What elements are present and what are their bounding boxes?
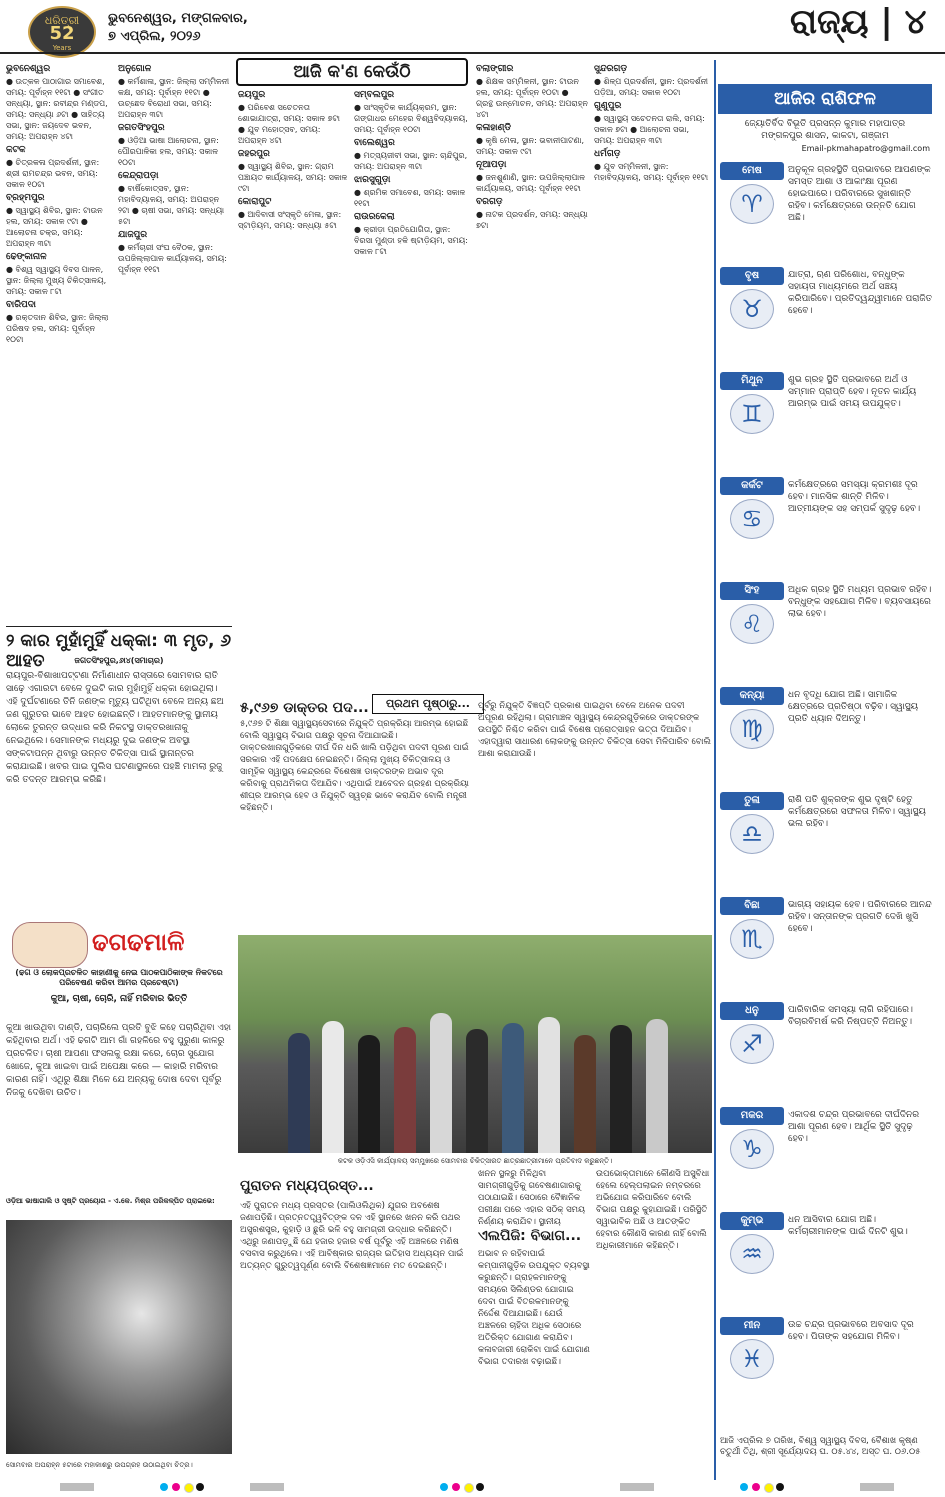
lpg-body-2: ଉପଭୋକ୍ତାମାନେ କୌଣସି ଅସୁବିଧା ହେଲେ ହେଲ୍ପଲାଇନ ନମ୍ବରରେ ଅଭିଯୋଗ କରିପାରିବେ ବୋଲି ବିଭାଗ ପକ୍ଷରୁ କୁହାଯାଇଛି। ପରିସ୍ଥିତି ସ୍ୱାଭାବିକ ଅଛି ଓ ଆତଙ୍କିତ ହେବାର କୌଣସି କାରଣ ନାହିଁ ବୋଲି ଅଧିକାରୀମାନେ କହିଛନ୍ତି।: [596, 1169, 710, 1251]
libra-icon: ♎: [730, 814, 774, 854]
events-column-4: [354, 88, 470, 688]
rashi-badge: ତୁଳା: [720, 792, 784, 810]
purana-headline: ପୁରାତନ ମଧ୍ୟପ୍ରସ୍ତ...: [240, 1178, 374, 1194]
event-block: ଗୁଣୁପୁର ● ସ୍ୱାସ୍ଥ୍ୟ ସଚେତନତା ରାଲି, ସମୟ: ସକାଳ ୭ଟା ● ଆଲୋଚନା ସଭା, ସମୟ: ଅପରାହ୍ନ ୩ଟା: [594, 101, 705, 145]
logo-years-label: Years: [52, 44, 72, 52]
event-block: ନୂଆପଡ଼ା ● ଜନଶୁଣାଣି, ସ୍ଥାନ: ଉପଜିଲ୍ଲାପାଳ କାର୍ଯ୍ୟାଳୟ, ସମୟ: ପୂର୍ବାହ୍ନ ୧୧ଟା: [476, 160, 586, 193]
continued-label: ପ୍ରଥମ ପୃଷ୍ଠାରୁ...: [372, 694, 484, 714]
top-rule: [0, 52, 945, 54]
lpg-headline: ଏଲପିଜି: ବିଭାଗ...: [478, 1228, 582, 1244]
scorpio-icon: ♏: [730, 919, 774, 959]
dateline-2: ୭ ଏପ୍ରିଲ, ୨୦୨୬: [108, 29, 201, 44]
astrologer-name: ଜ୍ୟୋତିର୍ବିଦ ବିଭୂତି ପ୍ରସନ୍ନ କୁମାର ମହାପାତ୍ର: [744, 119, 906, 129]
rashi-prediction: ଏକାଦଶ ଚନ୍ଦ୍ର ପ୍ରଭାବରେ ଦୀର୍ଘଦିନର ଆଶା ପୂରଣ ହେବ। ଆର୍ଥିକ ସ୍ଥିତି ସୁଦୃଢ଼ ହେବ।: [788, 1110, 920, 1144]
rashi-badge: ମିଥୁନ: [720, 372, 784, 390]
rashi-prediction: ଉଚ୍ଚ ଚନ୍ଦ୍ର ପ୍ରଭାବରେ ଅବସାଦ ଦୂର ହେବ। ପିତାଙ୍କ ସହଯୋଗ ମିଳିବ।: [788, 1320, 914, 1342]
rashi-header: ଆଜିର ରାଶିଫଳ: [718, 84, 932, 114]
event-block: ବାରିପଦା ● ରକ୍ତଦାନ ଶିବିର, ସ୍ଥାନ: ଜିଲ୍ଲା ପରିଷଦ ହଲ, ସମୟ: ପୂର୍ବାହ୍ନ ୧୦ଟା: [6, 300, 109, 344]
cartoon-illustration: [12, 922, 88, 968]
lead-body-1: ୫,୯୬୭ ଟି ଶିକ୍ଷା ସ୍ୱାସ୍ଥ୍ୟସେବାରେ ନିଯୁକ୍ତି ପ୍ରକ୍ରିୟା ଆରମ୍ଭ ହୋଇଛି ବୋଲି ସ୍ୱାସ୍ଥ୍ୟ ବିଭାଗ ପକ୍ଷରୁ ସୂଚନା ଦିଆଯାଇଛି। ଡାକ୍ତରଖାନାଗୁଡ଼ିକରେ ଦୀର୍ଘ ଦିନ ଧରି ଖାଲି ପଡ଼ିଥିବା ପଦବୀ ପୂରଣ ପାଇଁ ସରକାର ଏହି ପଦକ୍ଷେପ ନେଇଛନ୍ତି। ଜିଲ୍ଲା ମୁଖ୍ୟ ଚିକିତ୍ସାଳୟ ଓ ସାମୂହିକ ସ୍ୱାସ୍ଥ୍ୟ କେନ୍ଦ୍ରରେ ବିଶେଷଜ୍ଞ ଡାକ୍ତରଙ୍କ ଅଭାବ ଦୂର କରିବାକୁ ପ୍ରାଥମିକତା ଦିଆଯିବ। ଏଥିପାଇଁ ଆବେଦନ ଗ୍ରହଣ ପ୍ରକ୍ରିୟା ଶୀଘ୍ର ଆରମ୍ଭ ହେବ ଓ ନିଯୁକ୍ତି ସ୍ୱଚ୍ଛ ଭାବେ କରାଯିବ ବୋଲି ମନ୍ତ୍ରୀ କହିଛନ୍ତି।: [240, 719, 469, 813]
purana-body: ଏହି ପୁରାତନ ମଧ୍ୟ ପ୍ରସ୍ତର (ପାଲିଓଲିଥିକ) ଯୁଗର ଅବଶେଷ ଜଣାପଡ଼ିଛି। ପ୍ରତ୍ନତତ୍ତ୍ୱବିତ୍‌ଙ୍କ ଦଳ ଏହି ସ୍ଥାନରେ ଖନନ କରି ପଥର ଅସ୍ତ୍ରଶସ୍ତ୍ର, କୁହାଡ଼ି ଓ ଛୁରି ଭଳି ବହୁ ସାମଗ୍ରୀ ଉଦ୍ଧାର କରିଛନ୍ତି। ଏଥିରୁ ଜଣାପଡ଼ୁଛି ଯେ ହଜାର ହଜାର ବର୍ଷ ପୂର୍ବରୁ ଏହି ଅଞ୍ଚଳରେ ମଣିଷ ବସବାସ କରୁଥିଲେ। ଏହି ଆବିଷ୍କାର ରାଜ୍ୟର ଇତିହାସ ଅଧ୍ୟୟନ ପାଇଁ ଅତ୍ୟନ୍ତ ଗୁରୁତ୍ୱପୂର୍ଣ୍ଣ ବୋଲି ବିଶେଷଜ୍ଞମାନେ ମତ ଦେଇଛନ୍ତି।: [240, 1201, 464, 1271]
event-block: ଭୁବନେଶ୍ୱର ● ଉତ୍କଳ ପାଠାଗାର ସମାବେଶ, ସମୟ: ପୂର୍ବାହ୍ନ ୧୧ଟା ● ସଂଗୀତ ସନ୍ଧ୍ୟା, ସ୍ଥାନ: ରବୀନ୍ଦ୍ର ମଣ୍ଡପ, ସମୟ: ସନ୍ଧ୍ୟା ୬ଟା ● ସାହିତ୍ୟ ସଭା, ସ୍ଥାନ: ଜୟଦେବ ଭବନ, ସମୟ: ଅପରାହ୍ନ ୪ଟା: [6, 64, 108, 141]
virgo-icon: ♍: [730, 709, 774, 749]
satellite-image: [6, 1220, 232, 1454]
event-block: ଜଗତସିଂହପୁର ● ଓଡ଼ିଆ ଭାଷା ଆଲୋଚନା, ସ୍ଥାନ: ପୌରପାଳିକା ହଲ, ସମୟ: ସକାଳ ୧୦ଟା: [118, 123, 219, 167]
aji-heading: ଆଜି କ'ଣ କେଉଁଠି: [236, 58, 468, 86]
rashi-prediction: ଯାତ୍ରା, ଋଣ ପରିଶୋଧ, ବନ୍ଧୁଙ୍କ ସହାୟତା ମାଧ୍ୟମରେ ଅର୍ଥ ସଞ୍ଚୟ କରିପାରିବେ। ପ୍ରତିଦ୍ୱନ୍ଦ୍ୱୀମାନେ ପରାଜିତ ହେବେ।: [788, 270, 933, 316]
page-label: ରାଜ୍ୟ | ୪: [790, 2, 927, 42]
print-registration-marks: [0, 1480, 945, 1494]
rashi-prediction: ଧନ ବୃଦ୍ଧି ଯୋଗ ଅଛି। ସାମାଜିକ କ୍ଷେତ୍ରରେ ପ୍ରତିଷ୍ଠା ବଢ଼ିବ। ସ୍ୱାସ୍ଥ୍ୟ ପ୍ରତି ଧ୍ୟାନ ଦିଅନ୍ତୁ।: [788, 690, 919, 724]
rashi-badge: ବିଛା: [720, 897, 784, 915]
gemini-icon: ♊: [730, 394, 774, 434]
event-block: କଳାହାଣ୍ଡି ● କୃଷି ମେଳା, ସ୍ଥାନ: ଭବାନୀପାଟଣା, ସମୟ: ସକାଳ ୯ଟା: [476, 123, 585, 156]
events-column-6: [594, 62, 710, 672]
event-block: ବ୍ରହ୍ମପୁର ● ସ୍ୱାସ୍ଥ୍ୟ ଶିବିର, ସ୍ଥାନ: ଟାଉନ ହଲ, ସମୟ: ସକାଳ ୯ଟା ● ଆଲୋଚନା ଚକ୍ର, ସମୟ: ଅପରାହ୍ନ ୩ଟା: [6, 193, 103, 248]
pisces-icon: ♓: [730, 1339, 774, 1379]
event-block: ଜୟପୁର ● ପରିବେଶ ସଚେତନତା ଶୋଭାଯାତ୍ରା, ସମୟ: ସକାଳ ୭ଟା ● ଯୁବ ମହୋତ୍ସବ, ସମୟ: ଅପରାହ୍ନ ୪ଟା: [238, 90, 340, 145]
dateline: [108, 10, 248, 46]
event-block: କେନ୍ଦ୍ରାପଡ଼ା ● ବାର୍ଷିକୋତ୍ସବ, ସ୍ଥାନ: ମହାବିଦ୍ୟାଳୟ, ସମୟ: ଅପରାହ୍ନ ୨ଟା ● ଚାଷୀ ସଭା, ସମୟ: ସନ୍ଧ୍ୟା ୫ଟା: [118, 171, 225, 226]
rashi-prediction: ଶୁଭ ଗ୍ରହ ସ୍ଥିତି ପ୍ରଭାବରେ ଅର୍ଥ ଓ ସମ୍ମାନ ପ୍ରାପ୍ତି ହେବ। ନୂତନ କାର୍ଯ୍ୟ ଆରମ୍ଭ ପାଇଁ ସମୟ ଉପଯୁକ୍ତ।: [788, 375, 917, 409]
cartoon-verse-head: କୁଆ, ଚାଷୀ, ଚୋରି, ନାହିଁ ମରିବାର ଭିତ୍ତି: [50, 994, 188, 1004]
rashi-prediction: ପାରିବାରିକ ସମସ୍ୟା ଲାଗି ରହିପାରେ। ବିଚାରବିମର୍ଷ କରି ନିଷ୍ପତ୍ତି ନିଅନ୍ତୁ।: [788, 1005, 913, 1027]
cartoon-credit: ଓଡ଼ିଆ ଭାଷାଗାଲି ଓ ସୃଷ୍ଟି ପ୍ରୟୋଗ - ଏ.କେ. ମିଶ୍ର ପରିକଳ୍ପିତ ପ୍ରାଇଭେ:: [6, 1197, 215, 1205]
astrologer-address: ମଙ୍ଗଳପୁର ଶାସନ, କାକଟା, ଗଞ୍ଜାମ: [761, 131, 889, 141]
purana-body-2: ଖନନ ସ୍ଥଳରୁ ମିଳିଥିବା ସାମଗ୍ରୀଗୁଡ଼ିକୁ ଗବେଷଣାଗାରକୁ ପଠାଯାଇଛି। ସେଠାରେ ବୈଜ୍ଞାନିକ ପରୀକ୍ଷା ପରେ ଏହାର ସଠିକ୍ ସମୟ ନିର୍ଣ୍ଣୟ କରାଯିବ। ସ୍ଥାନୀୟ: [478, 1169, 586, 1226]
lpg-body: ଅଭାବ ନ ରହିବାପାଇଁ କମ୍ପାନୀଗୁଡ଼ିକ ଉପଯୁକ୍ତ ବ୍ୟବସ୍ଥା କରୁଛନ୍ତି। ଗ୍ରାହକମାନଙ୍କୁ ସମୟରେ ସିଲିଣ୍ଡର ଯୋଗାଇ ଦେବା ପାଇଁ ବିତରକମାନଙ୍କୁ ନିର୍ଦ୍ଦେଶ ଦିଆଯାଇଛି। ଯେଉଁ ଅଞ୍ଚଳରେ ଚାହିଦା ଅଧିକ ସେଠାରେ ଅତିରିକ୍ତ ଯୋଗାଣ କରାଯିବ। କଳାବଜାରୀ ରୋକିବା ପାଇଁ ଯୋଗାଣ ବିଭାଗ ତଦାରଖ ବଢ଼ାଇଛି।: [478, 1249, 590, 1367]
lead-headline: ୫,୯୬୭ ଡାକ୍ତର ପଦ...: [240, 700, 369, 716]
event-block: ଅନୁଗୋଳ ● କର୍ମଶାଳା, ସ୍ଥାନ: ଜିଲ୍ଲା ସମ୍ମିଳନୀ କକ୍ଷ, ସମୟ: ପୂର୍ବାହ୍ନ ୧୧ଟା ● ଉଚ୍ଛେଦ ବିରୋଧୀ ସଭା, ସମୟ: ଅପରାହ୍ନ ୩ଟା: [118, 64, 230, 119]
lead-body-2: ପୂର୍ବରୁ ନିଯୁକ୍ତି ବିଜ୍ଞପ୍ତି ପ୍ରକାଶ ପାଇଥିବା ବେଳେ ଅନେକ ପଦବୀ ଅପୂରଣ ରହିଥିଲା। ଗ୍ରାମାଞ୍ଚଳ ସ୍ୱାସ୍ଥ୍ୟ କେନ୍ଦ୍ରଗୁଡ଼ିକରେ ଡାକ୍ତରଙ୍କ ଉପସ୍ଥିତି ନିଶ୍ଚିତ କରିବା ପାଇଁ ବିଶେଷ ପ୍ରୋତ୍ସାହନ ଭତ୍ତା ଦିଆଯିବ। ଏହାଦ୍ୱାରା ସାଧାରଣ ଲୋକଙ୍କୁ ଉନ୍ନତ ଚିକିତ୍ସା ସେବା ମିଳିପାରିବ ବୋଲି ଆଶା କରାଯାଉଛି।: [478, 701, 711, 759]
event-block: ବାଲେଶ୍ୱର ● ମତ୍ସ୍ୟଜୀବୀ ସଭା, ସ୍ଥାନ: ଚାନ୍ଦିପୁର, ସମୟ: ଅପରାହ୍ନ ୩ଟା: [354, 138, 468, 171]
rashi-prediction: ଅଧିକ ଗ୍ରହ ସ୍ଥିତି ମଧ୍ୟମ ପ୍ରଭାବ ରହିବ। ବନ୍ଧୁଙ୍କ ସହଯୋଗ ମିଳିବ। ବ୍ୟବସାୟରେ ଲାଭ ହେବ।: [788, 585, 932, 619]
aries-icon: ♈: [730, 184, 774, 224]
rashi-prediction: ଭାଗ୍ୟ ସହାୟକ ହେବ। ପରିବାରରେ ଆନନ୍ଦ ରହିବ। ସନ୍ତାନଙ୍କ ପ୍ରଗତି ଦେଖି ଖୁସି ହେବେ।: [788, 900, 932, 934]
rashi-badge: କନ୍ୟା: [720, 687, 784, 705]
dateline-1: ଭୁବନେଶ୍ୱର, ମଙ୍ଗଳବାର,: [108, 11, 248, 26]
event-block: ଢେଙ୍କାନାଳ ● ବିଶ୍ୱ ସ୍ୱାସ୍ଥ୍ୟ ଦିବସ ପାଳନ, ସ୍ଥାନ: ଜିଲ୍ଲା ମୁଖ୍ୟ ଚିକିତ୍ସାଳୟ, ସମୟ: ସକାଳ ୮ଟା: [6, 252, 107, 296]
rashi-prediction: କର୍ମକ୍ଷେତ୍ରରେ ସମସ୍ୟା କ୍ରମଶଃ ଦୂର ହେବ। ମାନସିକ ଶାନ୍ତି ମିଳିବ। ଆତ୍ମୀୟଙ୍କ ସହ ସମ୍ପର୍କ ସୁଦୃଢ଼ ହେବ।: [788, 480, 921, 514]
astrologer-email: Email-pkmahapatro@gmail.com: [801, 144, 930, 153]
events-column-2: [118, 62, 230, 622]
rashi-footer: ଆଜି ଏପ୍ରିଲ ୭ ତାରିଖ, ବିଶ୍ୱ ସ୍ୱାସ୍ଥ୍ୟ ଦିବସ, ବୈଶାଖ କୃଷ୍ଣ ଚତୁର୍ଥୀ ତିଥି, ଶ୍ରୀ ସୂର୍ଯ୍ୟୋଦୟ ଘ. ୦୫.୪୪, ଅସ୍ତ ଘ. ୦୬.୦୫: [720, 1436, 921, 1457]
logo-years: 52: [49, 23, 75, 44]
event-block: ସମ୍ବଲପୁର ● ସାଂସ୍କୃତିକ କାର୍ଯ୍ୟକ୍ରମ, ସ୍ଥାନ: ଗଙ୍ଗାଧର ମେହେର ବିଶ୍ୱବିଦ୍ୟାଳୟ, ସମୟ: ପୂର୍ବାହ୍ନ ୧୦ଟା: [354, 90, 468, 134]
capricorn-icon: ♑: [730, 1129, 774, 1169]
masthead-logo: [28, 6, 96, 58]
rashi-badge: ମେଷ: [720, 162, 784, 180]
taurus-icon: ♉: [730, 289, 774, 329]
rashi-prediction: ଧନ ଆସିବାର ଯୋଗ ଅଛି। କର୍ମଚାରୀମାନଙ୍କ ପାଇଁ ଦିନଟି ଶୁଭ।: [788, 1215, 908, 1237]
rashi-badge: ମକର: [720, 1107, 784, 1125]
rashi-badge: କୁମ୍ଭ: [720, 1212, 784, 1230]
satellite-caption: ସୋମବାର ଅପରାହ୍ନ ୫ଟାରେ ମହାକାଶରୁ ଉପଗ୍ରହ ଉଠାଇଥିବା ଚିତ୍ର।: [6, 1461, 193, 1469]
sagittarius-icon: ♐: [730, 1024, 774, 1064]
leo-icon: ♌: [730, 604, 774, 644]
rashi-badge: ବୃଷ: [720, 267, 784, 285]
rashi-badge: ମୀନ: [720, 1317, 784, 1335]
crash-dateline: ଜଗତସିଂହପୁର,୬ା୪(ସମାଚାର): [74, 656, 164, 665]
cancer-icon: ♋: [730, 499, 774, 539]
crash-rule: [6, 626, 232, 627]
events-column-5: [476, 62, 588, 672]
crash-headline: ୨ କାର ମୁହାଁମୁହିଁ ଧକ୍କା: ୩ ମୃତ, ୬ ଆହତ: [6, 631, 232, 671]
event-block: ଝାରସୁଗୁଡ଼ା ● ଶ୍ରମିକ ସମାବେଶ, ସମୟ: ସକାଳ ୧୧ଟା: [354, 175, 466, 208]
rashi-badge: ସିଂହ: [720, 582, 784, 600]
rashi-prediction: ରାଶି ପତି ଶୁକ୍ରଙ୍କ ଶୁଭ ଦୃଷ୍ଟି ହେତୁ କର୍ମକ୍ଷେତ୍ରରେ ସଫଳତା ମିଳିବ। ସ୍ୱାସ୍ଥ୍ୟ ଭଲ ରହିବ।: [788, 795, 926, 829]
cartoon-subtitle: (ଢଗ ଓ ଲୋକପ୍ରଚଳିତ କାହାଣୀକୁ ନେଇ ପାଠକପାଠିକାଙ୍କ ନିକଟରେ ପରିବେଷଣ କରିବା ଆମର ପ୍ରଚେଷ୍ଟା): [15, 968, 223, 987]
events-column-3: [238, 88, 348, 688]
aquarius-icon: ♒: [730, 1234, 774, 1274]
event-block: ବରଗଡ଼ ● ନାଟକ ପ୍ରଦର୍ଶନ, ସମୟ: ସନ୍ଧ୍ୟା ୭ଟା: [476, 197, 588, 230]
cartoon-body: କୁଆ ଖାଉଥିବା ଦାଣ୍ଡି, ପଚାରିଲେ ପ୍ରତି ବୁଝି କହେ ପଚାରିଥିବା ଏହା କହିଥିବାର ଅର୍ଥ। ଏହି ଢଗଟି ଆମ ଗାଁ ଗହଳିରେ ବହୁ ପୁରୁଣା କାଳରୁ ପ୍ରଚଳିତ। ଚାଷୀ ଆପଣା ଫସଲକୁ ରକ୍ଷା କରେ, ଚୋର ସୁଯୋଗ ଖୋଜେ, କୁଆ ଖାଇବା ପାଇଁ ଅପେକ୍ଷା କରେ — କାହାରି ମରିବାର କାରଣ ନାହିଁ। ଏଥିରୁ ଶିକ୍ଷା ମିଳେ ଯେ ଅନ୍ୟକୁ ଦୋଷ ଦେବା ପୂର୍ବରୁ ନିଜକୁ ଦେଖିବା ଉଚିତ।: [6, 1023, 231, 1098]
protest-photo: [238, 935, 712, 1153]
event-block: ବଲାଙ୍ଗୀର ● ଶିକ୍ଷକ ସମ୍ମିଳନୀ, ସ୍ଥାନ: ଟାଉନ ହଲ, ସମୟ: ପୂର୍ବାହ୍ନ ୧୦ଟା ● ଗ୍ରନ୍ଥ ଉନ୍ମୋଚନ, ସମୟ: ଅପରାହ୍ନ ୪ଟା: [476, 64, 588, 119]
rashi-badge: କର୍କଟ: [720, 477, 784, 495]
rashi-divider: [714, 60, 716, 1480]
cartoon-title: ଢଗଢମାଳି: [92, 928, 185, 956]
rashi-badge: ଧନୁ: [720, 1002, 784, 1020]
event-block: ଧର୍ମଗଡ଼ ● ଯୁବ ସମ୍ମିଳନୀ, ସ୍ଥାନ: ମହାବିଦ୍ୟାଳୟ, ସମୟ: ପୂର୍ବାହ୍ନ ୧୧ଟା: [594, 149, 709, 182]
rashi-astrologer: [720, 118, 930, 142]
event-block: ଜହରପୁର ● ସ୍ୱାସ୍ଥ୍ୟ ଶିବିର, ସ୍ଥାନ: ଗ୍ରାମ ପଞ୍ଚାୟତ କାର୍ଯ୍ୟାଳୟ, ସମୟ: ସକାଳ ୯ଟା: [238, 149, 348, 193]
photo-caption: କଟକ ଓଡ଼ିଏସି କାର୍ଯ୍ୟାଳୟ ସମ୍ମୁଖରେ ସୋମବାର ଚିକିତ୍ସାରତ ଛାତ୍ରଛାତ୍ରୀମାନେ ପ୍ରତିବାଦ କରୁଛନ୍ତି।: [337, 1157, 613, 1165]
events-column-1: [6, 62, 114, 622]
event-block: ରାଉରକେଲା ● କ୍ରୀଡ଼ା ପ୍ରତିଯୋଗିତା, ସ୍ଥାନ: ବିରସା ମୁଣ୍ଡା ହକି ଷ୍ଟାଡ଼ିୟମ, ସମୟ: ସକାଳ ୮ଟା: [354, 212, 468, 256]
logo-name: ଧରିତ୍ରୀ: [44, 14, 80, 27]
event-block: କୋରାପୁଟ ● ଆଦିବାସୀ ସଂସ୍କୃତି ମେଳା, ସ୍ଥାନ: ସ୍ଟାଡ଼ିୟମ, ସମୟ: ସନ୍ଧ୍ୟା ୫ଟା: [238, 197, 342, 230]
rashi-prediction: ଅନୁକୂଳ ଗ୍ରହସ୍ଥିତି ପ୍ରଭାବରେ ଆପଣଙ୍କ ସମସ୍ତ ଆଶା ଓ ଆକାଂକ୍ଷା ପୂରଣ ହୋଇପାରେ। ପରିବାରରେ ସୁଖଶାନ୍ତି ରହିବ। କର୍ମକ୍ଷେତ୍ରରେ ଉନ୍ନତି ଯୋଗ ଅଛି।: [788, 165, 931, 223]
event-block: ଯାଜପୁର ● କର୍ମଚାରୀ ସଂଘ ବୈଠକ, ସ୍ଥାନ: ଉପଜିଲ୍ଲାପାଳ କାର୍ଯ୍ୟାଳୟ, ସମୟ: ପୂର୍ବାହ୍ନ ୧୧ଟା: [118, 230, 227, 274]
event-block: କଟକ ● ଚିତ୍ରକଳା ପ୍ରଦର୍ଶନୀ, ସ୍ଥାନ: ଶ୍ରୀ ରାମଚନ୍ଦ୍ର ଭବନ, ସମୟ: ସକାଳ ୧୦ଟା: [6, 145, 100, 189]
crash-body: ରାୟପୁର-ବିଶାଖାପଟ୍ଟଣା ନିର୍ମାଣାଧୀନ ରାସ୍ତାରେ ସୋମବାର ରାତି ସାଢ଼େ ଏଗାରଟା ବେଳେ ଦୁଇଟି କାର ମୁହାଁମୁହିଁ ଧକ୍କା ହୋଇଥିଲା। ଏହି ଦୁର୍ଘଟଣାରେ ତିନି ଜଣଙ୍କ ମୃତ୍ୟୁ ଘଟିଥିବା ବେଳେ ଅନ୍ୟ ଛଅ ଜଣ ଗୁରୁତର ଭାବେ ଆହତ ହୋଇଛନ୍ତି। ଆହତମାନଙ୍କୁ ସ୍ଥାନୀୟ ଲୋକେ ତୁରନ୍ତ ଉଦ୍ଧାର କରି ନିକଟସ୍ଥ ଡାକ୍ତରଖାନାକୁ ନେଇଥିଲେ। ସେମାନଙ୍କ ମଧ୍ୟରୁ ଦୁଇ ଜଣଙ୍କ ଅବସ୍ଥା ସଙ୍କଟାପନ୍ନ ଥିବାରୁ ଉନ୍ନତ ଚିକିତ୍ସା ପାଇଁ ସ୍ଥାନାନ୍ତର କରାଯାଇଛି। ଖବର ପାଇ ପୁଲିସ ଘଟଣାସ୍ଥଳରେ ପହଞ୍ଚି ମାମଲା ରୁଜୁ କରି ତଦନ୍ତ ଆରମ୍ଭ କରିଛି।: [6, 671, 224, 785]
event-block: ସୁନ୍ଦରଗଡ଼ ● ଶିଳ୍ପ ପ୍ରଦର୍ଶନୀ, ସ୍ଥାନ: ପ୍ରଦର୍ଶନୀ ପଡ଼ିଆ, ସମୟ: ସକାଳ ୧୦ଟା: [594, 64, 709, 97]
